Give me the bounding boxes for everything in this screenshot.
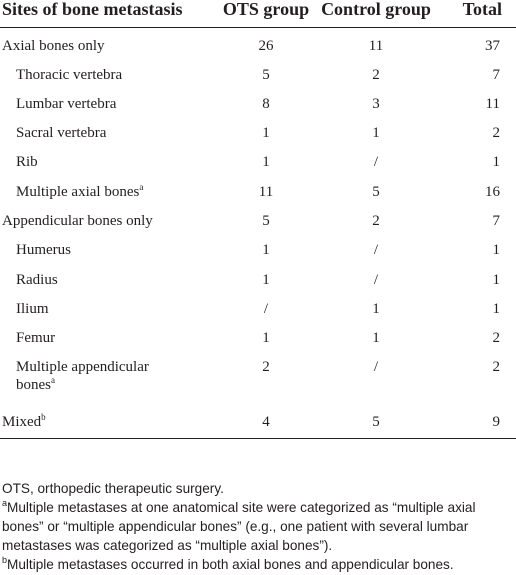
- row-total: 7: [492, 66, 500, 83]
- row-control: 11: [368, 38, 384, 54]
- table-row: [0, 183, 516, 212]
- footnote-abbreviation: OTS, orthopedic therapeutic surgery.: [2, 481, 224, 496]
- footnote-a: $^a$Multiple metastases at one anatomical site were categorized as “multiple axial bones” or “multiple appendicular bones” (e.g., one patient with several lumbar metastases was categorized as “multiple axial bones”).: [2, 498, 476, 553]
- table-row: [0, 95, 516, 124]
- row-control: 5: [372, 183, 380, 200]
- table-footnotes: [2, 479, 514, 574]
- row-site: Humerus: [16, 242, 71, 259]
- table-row: [0, 212, 516, 241]
- row-ots: 8: [262, 95, 270, 112]
- row-control: 2: [372, 212, 380, 229]
- row-site: Sacral vertebra: [16, 125, 107, 142]
- footnote-marker: b: [41, 412, 46, 423]
- row-total: 1: [492, 271, 500, 288]
- row-ots: 4: [262, 414, 270, 431]
- row-ots: 1: [262, 271, 270, 288]
- row-control: 1: [372, 330, 380, 347]
- footnote-marker: a: [139, 181, 144, 192]
- row-site: Radius: [16, 271, 58, 288]
- row-ots: 1: [262, 125, 270, 142]
- row-control: 1: [372, 125, 380, 142]
- row-control: 1: [372, 300, 380, 317]
- table-row: [0, 406, 516, 439]
- table-row: [0, 329, 516, 358]
- row-control: /: [373, 271, 379, 288]
- row-control: 2: [372, 66, 380, 83]
- table-row: [0, 358, 516, 406]
- row-total: 9: [492, 414, 500, 431]
- row-total: 7: [492, 212, 500, 229]
- table-row: [0, 124, 516, 153]
- row-site: Lumbar vertebra: [16, 95, 117, 112]
- row-ots: 26: [258, 38, 274, 54]
- row-ots: 1: [262, 154, 270, 171]
- row-ots: 1: [262, 330, 270, 347]
- footnote-b: $^b$Multiple metastases occurred in both axial bones and appendicular bones.: [2, 555, 454, 572]
- header-total: Total: [462, 0, 502, 19]
- row-ots: /: [263, 300, 269, 317]
- row-control: /: [373, 242, 379, 259]
- row-total: 1: [492, 154, 500, 171]
- row-ots: 11: [258, 183, 274, 200]
- footnote-a-marker: a: [2, 498, 8, 508]
- row-site: Mixed$^b$: [2, 412, 46, 431]
- row-total: 37: [485, 38, 500, 54]
- row-ots: 1: [262, 242, 270, 259]
- row-total: 2: [492, 125, 500, 142]
- row-total: 16: [485, 183, 500, 200]
- row-total: 2: [492, 359, 500, 376]
- row-site: Femur: [16, 330, 56, 347]
- header-ots-group: OTS group: [222, 0, 310, 19]
- row-site: Multiple axial bones$^a$: [16, 181, 144, 200]
- row-site: Appendicular bones only: [2, 212, 153, 229]
- row-control: /: [373, 154, 379, 171]
- header-sites: Sites of bone metastasis: [2, 0, 183, 19]
- table-row: [0, 66, 516, 95]
- row-ots: 2: [262, 359, 270, 376]
- header-control-group: Control group: [321, 0, 431, 19]
- row-ots: 5: [262, 212, 270, 229]
- table-row: [0, 271, 516, 300]
- row-control: 5: [372, 414, 380, 431]
- row-site: Rib: [16, 154, 38, 171]
- footnote-b-marker: b: [2, 555, 8, 565]
- table-row: [0, 153, 516, 182]
- table-header-row: [0, 0, 516, 28]
- row-total: 2: [492, 330, 500, 347]
- table-row: [0, 241, 516, 270]
- row-site: Multiple appendicular bones$^a$: [16, 359, 149, 394]
- row-site: Thoracic vertebra: [16, 66, 123, 83]
- row-total: 1: [492, 242, 500, 259]
- row-control: 3: [372, 95, 380, 112]
- row-total: 11: [485, 95, 500, 112]
- row-site: Ilium: [16, 300, 49, 317]
- row-ots: 5: [262, 66, 270, 83]
- row-total: 1: [492, 300, 500, 317]
- row-site: Axial bones only: [2, 38, 105, 54]
- table-row: [0, 28, 516, 66]
- table-row: [0, 300, 516, 329]
- row-control: /: [373, 359, 379, 376]
- footnote-marker: a: [51, 375, 55, 386]
